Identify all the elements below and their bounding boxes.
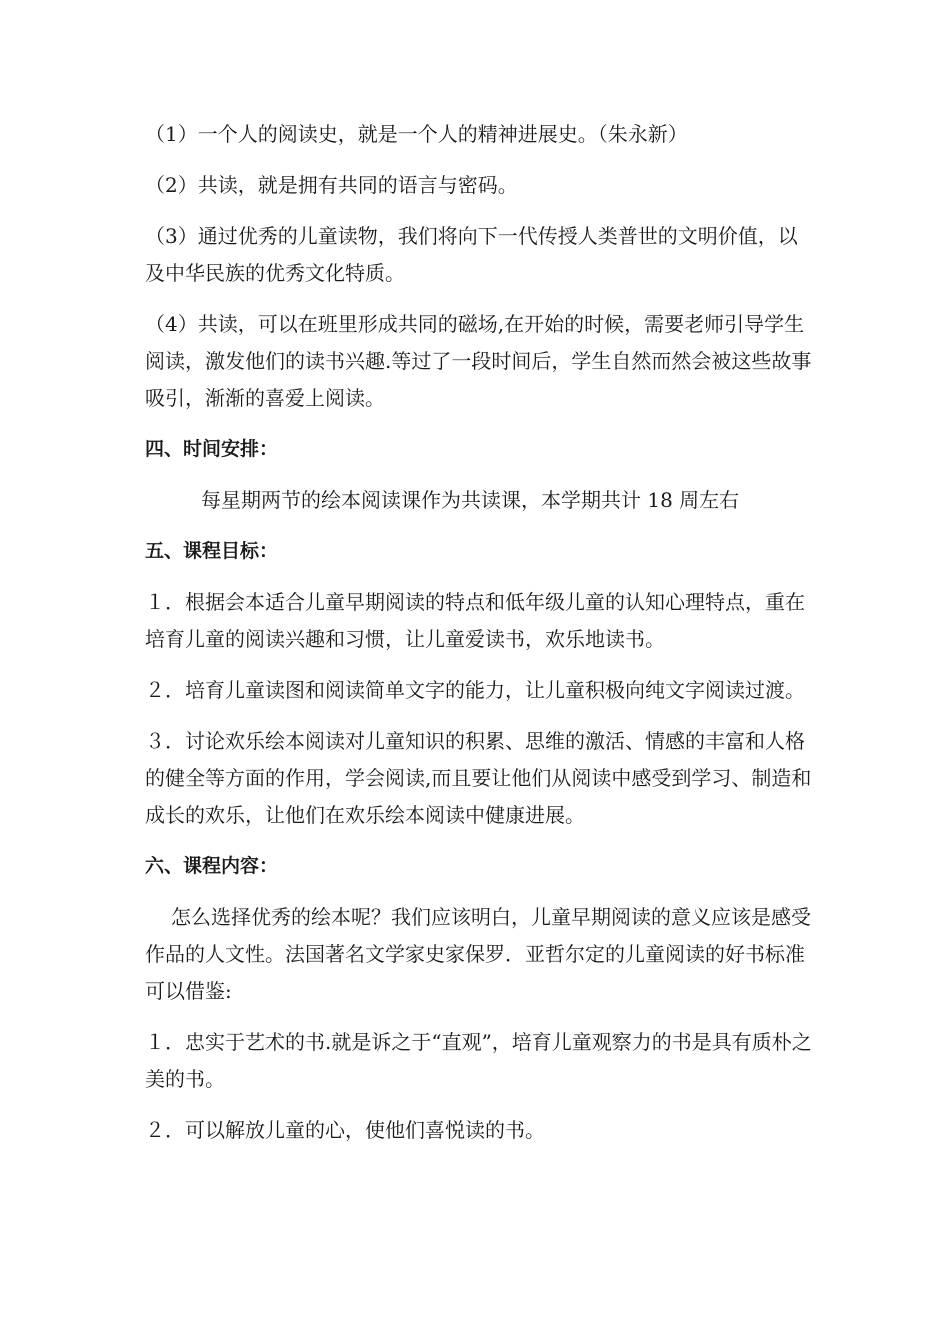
goal-item-3: ３．讨论欢乐绘本阅读对儿童知识的积累、思维的激活、情感的丰富和人格的健全等方面的作用，学会阅读,而且要让他们从阅读中感受到学习、制造和成长的欢乐，让他们在欢乐绘本阅读中健康进展。 [145,729,812,827]
section-heading-schedule: 四、时间安排： [145,438,279,460]
quote-paragraph-1: （1）一个人的阅读史，就是一个人的精神进展史。（朱永新） [145,122,688,146]
content-item-1: １．忠实于艺术的书.就是诉之于“直观”，培育儿童观察力的书是具有质朴之美的书。 [145,1030,812,1091]
document-body [145,116,815,1163]
content-intro-paragraph: 怎么选择优秀的绘本呢？我们应该明白，儿童早期阅读的意义应该是感受作品的人文性。法国著名文学家史家保罗．亚哲尔定的儿童阅读的好书标准可以借鉴: [145,905,811,1003]
section-heading-goals: 五、课程目标： [145,540,279,562]
schedule-paragraph: 每星期两节的绘本阅读课作为共读课，本学期共计 18 周左右 [201,488,740,512]
content-item-2: ２．可以解放儿童的心，使他们喜悦读的书。 [145,1118,545,1142]
quote-paragraph-2: （2）共读，就是拥有共同的语言与密码。 [145,173,518,197]
section-heading-content: 六、课程内容： [145,855,279,877]
quote-paragraph-4: （4）共读，可以在班里形成共同的磁场,在开始的时候，需要老师引导学生阅读，激发他们的读书兴趣.等过了一段时间后，学生自然而然会被这些故事吸引，渐渐的喜爱上阅读。 [145,312,812,410]
goal-item-2: ２．培育儿童读图和阅读简单文字的能力，让儿童积极向纯文字阅读过渡。 [145,678,805,702]
quote-paragraph-3: （3）通过优秀的儿童读物，我们将向下一代传授人类普世的文明价值，以及中华民族的优秀文化特质。 [145,224,798,285]
goal-item-1: １．根据会本适合儿童早期阅读的特点和低年级儿童的认知心理特点，重在培育儿童的阅读兴趣和习惯，让儿童爱读书，欢乐地读书。 [145,590,805,651]
